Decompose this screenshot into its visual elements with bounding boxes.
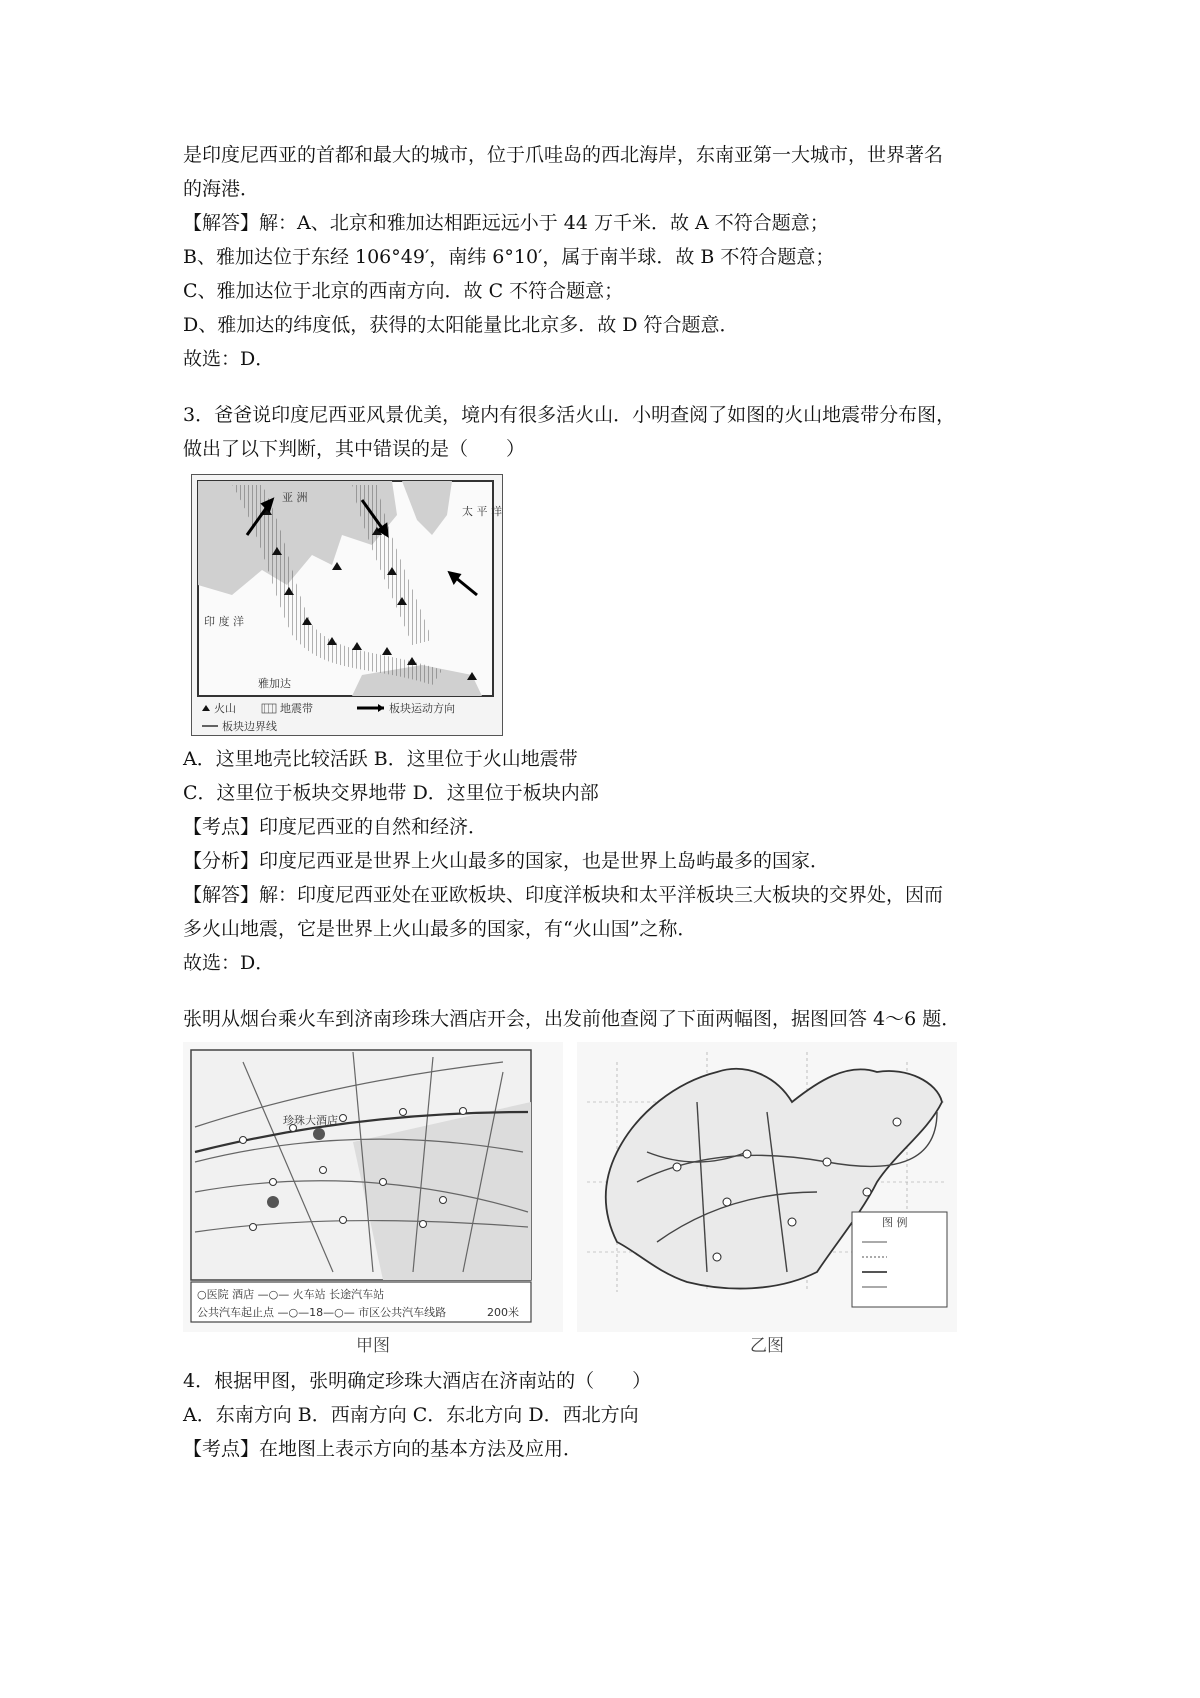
question-4-options: A．东南方向 B．西南方向 C．东北方向 D．西北方向 (183, 1404, 639, 1426)
questions-4-6-intro: 张明从烟台乘火车到济南珍珠大酒店开会，出发前他查阅了下面两幅图，据图回答 4～6 题． (183, 1008, 961, 1030)
map-yi (577, 1042, 957, 1356)
map-jia (183, 1042, 563, 1356)
map-jia-legend-row2: 公共汽车起止点 —○—18—○— 市区公共汽车线路 (197, 1306, 447, 1319)
map-label-indian: 印 度 洋 (204, 615, 244, 628)
legend-quake-belt: 地震带 (280, 702, 313, 715)
text-line: 是印度尼西亚的首都和最大的城市，位于爪哇岛的西北海岸，东南亚第一大城市，世界著名 (183, 144, 944, 166)
text-line: 故选：D． (183, 348, 275, 370)
volcano-belt-map-graphic (192, 475, 502, 735)
text-line: D、雅加达的纬度低，获得的太阳能量比北京多．故 D 符合题意． (183, 314, 739, 336)
map-yi-caption: 乙图 (750, 1336, 784, 1356)
text-line: 的海港． (183, 178, 260, 200)
map-yi-graphic (577, 1042, 957, 1332)
question-3-answer: 故选：D． (183, 952, 275, 974)
question-3-fenxi: 【分析】印度尼西亚是世界上火山最多的国家，也是世界上岛屿最多的国家． (183, 850, 830, 872)
volcano-belt-map (191, 474, 503, 736)
text-line: C、雅加达位于北京的西南方向．故 C 不符合题意； (183, 280, 624, 302)
map-jia-scale: 200米 (487, 1306, 519, 1319)
map-label-jakarta: 雅加达 (258, 677, 291, 690)
question-3-jieda: 多火山地震，它是世界上火山最多的国家，有“火山国”之称． (183, 918, 697, 940)
map-label-pacific: 太 平 洋 (462, 505, 502, 518)
map-yi-legend-title: 图 例 (882, 1216, 908, 1229)
question-3-options: C．这里位于板块交界地带 D．这里位于板块内部 (183, 782, 599, 804)
question-3-stem: 做出了以下判断，其中错误的是（ ） (183, 438, 526, 460)
map-jia-legend-row1: ○医院 酒店 —○— 火车站 长途汽车站 (197, 1288, 385, 1301)
question-4-kaodian: 【考点】在地图上表示方向的基本方法及应用． (183, 1438, 583, 1460)
question-3-kaodian: 【考点】印度尼西亚的自然和经济． (183, 816, 488, 838)
map-jia-caption: 甲图 (356, 1336, 390, 1356)
legend-volcano: 火山 (214, 702, 236, 715)
text-line: 【解答】解：A、北京和雅加达相距远远小于 44 万千米．故 A 不符合题意； (183, 212, 829, 234)
map-jia-graphic (183, 1042, 563, 1332)
question-3-stem: 3．爸爸说印度尼西亚风景优美，境内有很多活火山．小明查阅了如图的火山地震带分布图， (183, 404, 956, 426)
document-page (183, 138, 1033, 1466)
text-line: B、雅加达位于东经 106°49′，南纬 6°10′，属于南半球．故 B 不符合题意； (183, 246, 835, 268)
map-label-hotel: 珍珠大酒店 (283, 1114, 338, 1127)
question-3-jieda: 【解答】解：印度尼西亚处在亚欧板块、印度洋板块和太平洋板块三大板块的交界处，因而 (183, 884, 944, 906)
question-3-options: A．这里地壳比较活跃 B．这里位于火山地震带 (183, 748, 578, 770)
map-label-asia: 亚 洲 (282, 491, 308, 504)
legend-plate-boundary: 板块边界线 (222, 720, 277, 733)
map-pair (183, 1042, 1033, 1356)
legend-plate-motion: 板块运动方向 (389, 702, 455, 715)
question-4-stem: 4．根据甲图，张明确定珍珠大酒店在济南站的（ ） (183, 1370, 652, 1392)
